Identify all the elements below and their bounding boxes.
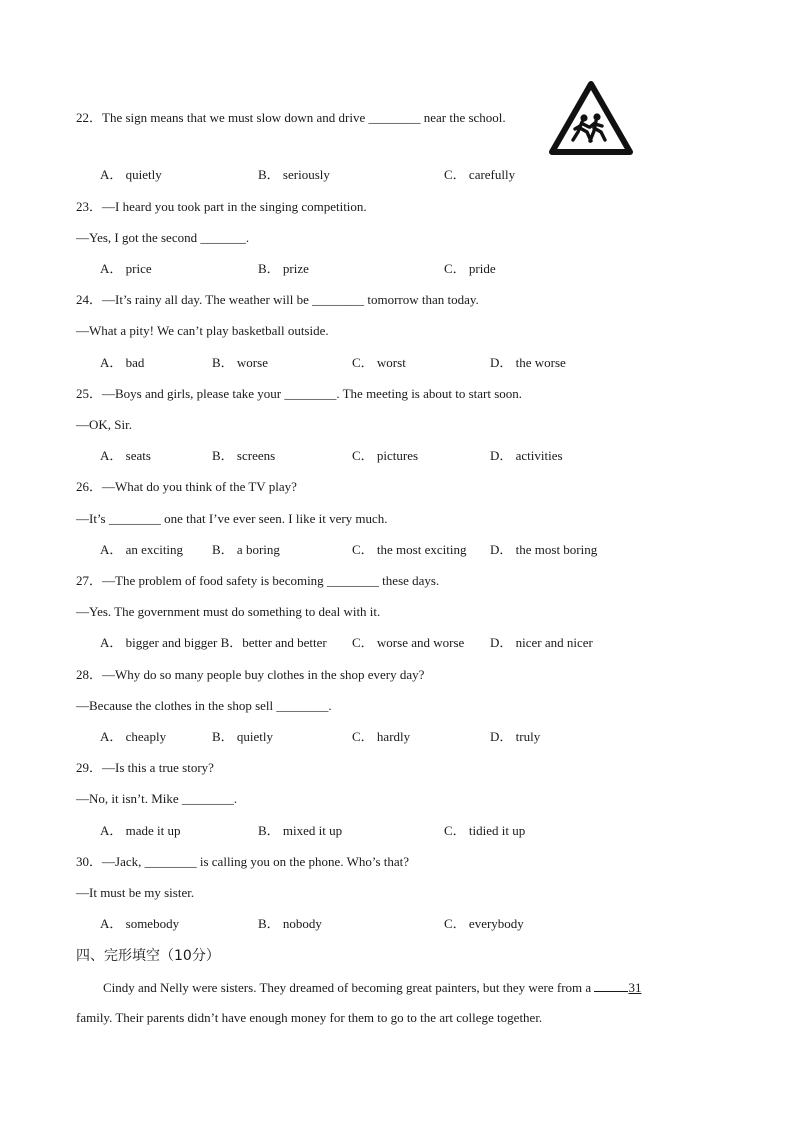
question-29-stem: 29．—Is this a true story? [76,760,214,775]
children-crossing-sign-icon [549,80,633,156]
passage-line-1: Cindy and Nelly were sisters. They dreamed of becoming great painters, but they were from a 31 [103,980,642,995]
question-25-stem: 25．—Boys and girls, please take your ________. The meeting is about to start soon. [76,386,523,401]
option-25-c[interactable]: C． pictures [352,448,419,463]
question-28-stem: 28．—Why do so many people buy clothes in the shop every day? [76,667,425,682]
question-28-reply: —Because the clothes in the shop sell ________. [76,698,332,713]
option-27-d[interactable]: D． nicer and nicer [490,635,593,650]
question-25-reply: —OK, Sir. [76,417,132,432]
section-title: 四、完形填空（10分） [76,948,220,964]
question-23-reply: —Yes, I got the second _______. [76,230,250,245]
option-26-d[interactable]: D． the most boring [490,542,598,557]
option-22-c[interactable]: C． carefully [444,167,516,182]
option-29-b[interactable]: B． mixed it up [258,823,343,838]
option-26-a[interactable]: A． an exciting [100,542,184,557]
passage-line-2: family. Their parents didn’t have enough money for them to go to the art college together. [76,1010,543,1025]
question-26-stem: 26．—What do you think of the TV play? [76,479,297,494]
question-22-stem: 22．The sign means that we must slow down and drive ________ near the school. [76,110,506,125]
option-29-c[interactable]: C． tidied it up [444,823,526,838]
question-24-reply: —What a pity! We can’t play basketball outside. [76,323,329,338]
option-25-d[interactable]: D． activities [490,448,563,463]
option-25-b[interactable]: B． screens [212,448,276,463]
option-23-a[interactable]: A． price [100,261,152,276]
option-24-a[interactable]: A． bad [100,355,145,370]
option-29-a[interactable]: A． made it up [100,823,181,838]
option-22-a[interactable]: A． quietly [100,167,162,182]
option-27-c[interactable]: C． worse and worse [352,635,465,650]
option-26-c[interactable]: C． the most exciting [352,542,467,557]
option-25-a[interactable]: A． seats [100,448,151,463]
option-27-a-b[interactable]: A． bigger and bigger B．better and better [100,635,327,650]
option-28-a[interactable]: A． cheaply [100,729,167,744]
question-26-reply: —It’s ________ one that I’ve ever seen. I like it very much. [76,511,388,526]
option-28-b[interactable]: B． quietly [212,729,274,744]
question-23-stem: 23．—I heard you took part in the singing competition. [76,199,367,214]
question-30-stem: 30．—Jack, ________ is calling you on the phone. Who’s that? [76,854,410,869]
option-30-a[interactable]: A． somebody [100,916,180,931]
option-24-d[interactable]: D． the worse [490,355,566,370]
passage-blank[interactable] [594,979,628,992]
option-23-c[interactable]: C． pride [444,261,496,276]
question-30-reply: —It must be my sister. [76,885,195,900]
question-24-stem: 24．—It’s rainy all day. The weather will be ________ tomorrow than today. [76,292,479,307]
option-28-d[interactable]: D． truly [490,729,541,744]
option-24-b[interactable]: B． worse [212,355,268,370]
option-26-b[interactable]: B． a boring [212,542,280,557]
option-28-c[interactable]: C． hardly [352,729,411,744]
option-23-b[interactable]: B． prize [258,261,309,276]
option-22-b[interactable]: B． seriously [258,167,330,182]
option-30-c[interactable]: C． everybody [444,916,524,931]
question-27-stem: 27．—The problem of food safety is becoming ________ these days. [76,573,440,588]
blank-number: 31 [628,980,642,995]
option-24-c[interactable]: C． worst [352,355,406,370]
question-27-reply: —Yes. The government must do something to deal with it. [76,604,381,619]
question-29-reply: —No, it isn’t. Mike ________. [76,791,238,806]
option-30-b[interactable]: B． nobody [258,916,322,931]
